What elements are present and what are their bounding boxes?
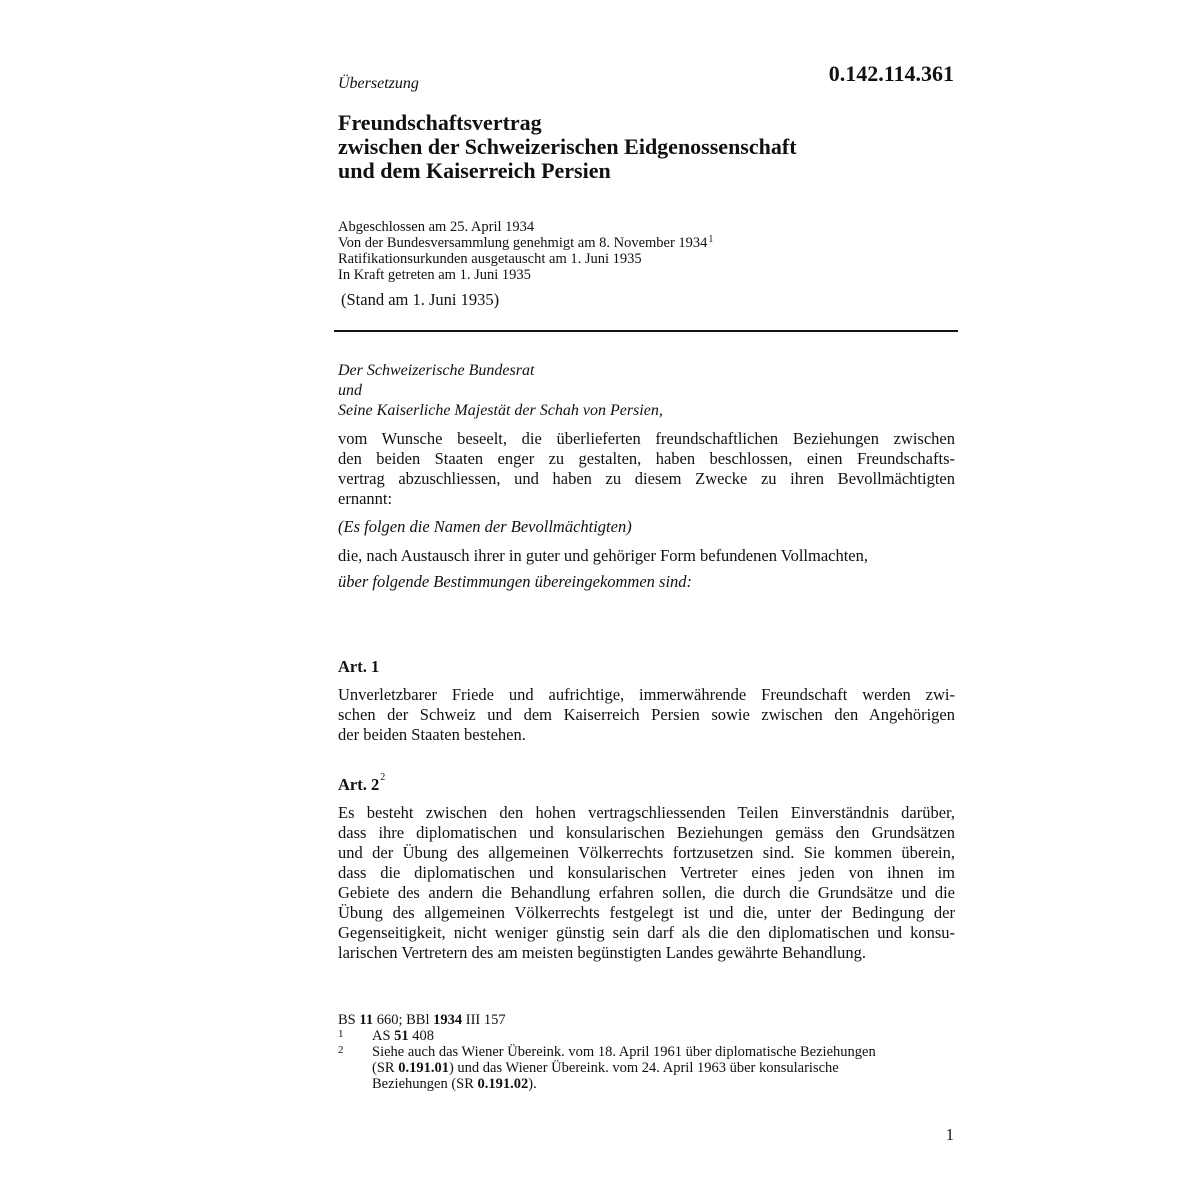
text-line: Gegenseitigkeit, nicht weniger günstig sein darf als die den diplomatischen und konsu- <box>338 923 955 942</box>
text-line: larischen Vertretern des am meisten begünstigten Landes gewährte Behandlung. <box>338 943 866 962</box>
contracting-parties <box>338 361 663 421</box>
footnotes <box>338 1012 938 1092</box>
title-line: zwischen der Schweizerischen Eidgenossenschaft <box>338 134 797 159</box>
article-1-text <box>338 685 955 745</box>
date-approved: Von der Bundesversammlung genehmigt am 8. November 1934 <box>338 235 708 251</box>
status-date: (Stand am 1. Juni 1935) <box>341 290 500 309</box>
preamble-paragraph <box>338 429 955 509</box>
footnote-ref-2[interactable]: 2 <box>380 772 386 783</box>
sr-number: 0.142.114.361 <box>828 61 954 86</box>
text-line: Gebiete des andern die Behandlung erfahren sollen, die durch die Grundsätze und die <box>338 883 955 902</box>
full-powers-paragraph: die, nach Austausch ihrer in guter und gehöriger Form befundenen Vollmachten, <box>338 546 869 565</box>
text-line: schen der Schweiz und dem Kaiserreich Persien sowie zwischen den Angehörigen <box>338 705 955 724</box>
date-approved-line <box>338 235 713 251</box>
sr-link[interactable]: 0.191.01 <box>398 1060 449 1076</box>
treaty-dates <box>338 219 713 283</box>
header-divider <box>334 330 958 332</box>
article-2-text <box>338 803 955 963</box>
sr-link[interactable]: 0.191.02 <box>477 1076 529 1092</box>
text-line: dass die diplomatischen und konsularischen Vertreter eines jeden von ihnen im <box>338 863 955 882</box>
text-line: dass ihre diplomatischen und konsularischen Beziehungen gemäss den Grundsätzen <box>338 823 955 842</box>
translation-label: Übersetzung <box>338 75 419 92</box>
date-concluded: Abgeschlossen am 25. April 1934 <box>338 219 535 235</box>
text-line: vom Wunsche beseelt, die überlieferten freundschaftlichen Beziehungen zwischen <box>338 429 955 448</box>
page-number: 1 <box>945 1125 954 1144</box>
text-line: Übung des allgemeinen Völkerrechts festgelegt ist und die, unter der Bedingung der <box>338 903 955 922</box>
text-line: Unverletzbarer Friede und aufrichtige, immerwährende Freundschaft werden zwi- <box>338 685 955 704</box>
agreement-clause: über folgende Bestimmungen übereingekommen sind: <box>338 572 693 591</box>
source-reference: BS 11 660; BBl 1934 III 157 <box>338 1012 506 1028</box>
text-line: und der Übung des allgemeinen Völkerrechts fortzusetzen sind. Sie kommen überein, <box>338 843 955 862</box>
party-conjunction: und <box>338 382 362 399</box>
text-line: den beiden Staaten enger zu gestalten, haben beschlossen, einen Freundschafts- <box>338 449 955 468</box>
text-line: ernannt: <box>338 489 393 508</box>
date-ratified: Ratifikationsurkunden ausgetauscht am 1. Juni 1935 <box>338 251 642 267</box>
text-line: Es besteht zwischen den hohen vertragschliessenden Teilen Einverständnis darüber, <box>338 803 955 822</box>
party-switzerland: Der Schweizerische Bundesrat <box>338 362 535 379</box>
plenipotentiaries-note: (Es folgen die Namen der Bevollmächtigten) <box>338 517 632 536</box>
party-persia: Seine Kaiserliche Majestät der Schah von Persien, <box>338 402 663 419</box>
footnote-2: 2 Siehe auch das Wiener Übereink. vom 18. April 1961 über diplomatische Beziehungen (SR 0.191.01) und das Wiener Übereink. vom 24. April 1963 über konsularische Beziehungen (SR 0.191.02). <box>338 1044 876 1092</box>
document-title <box>338 111 958 183</box>
text-line: der beiden Staaten bestehen. <box>338 725 526 744</box>
article-2-heading: Art. $2^2$ <box>338 772 386 794</box>
title-line: und dem Kaiserreich Persien <box>338 158 611 183</box>
title-line: Freundschaftsvertrag <box>338 110 542 135</box>
date-in-force: In Kraft getreten am 1. Juni 1935 <box>338 267 531 283</box>
footnote-ref-1[interactable]: 1 <box>708 234 714 245</box>
footnote-1: 1 AS 51 408 <box>338 1028 435 1044</box>
footnote-number: 1 <box>338 1028 344 1040</box>
text-line: vertrag abzuschliessen, und haben zu diesem Zwecke zu ihren Bevollmächtigten <box>338 469 955 488</box>
footnote-number: 2 <box>338 1044 344 1056</box>
article-1-heading: Art. 1 <box>338 657 380 676</box>
